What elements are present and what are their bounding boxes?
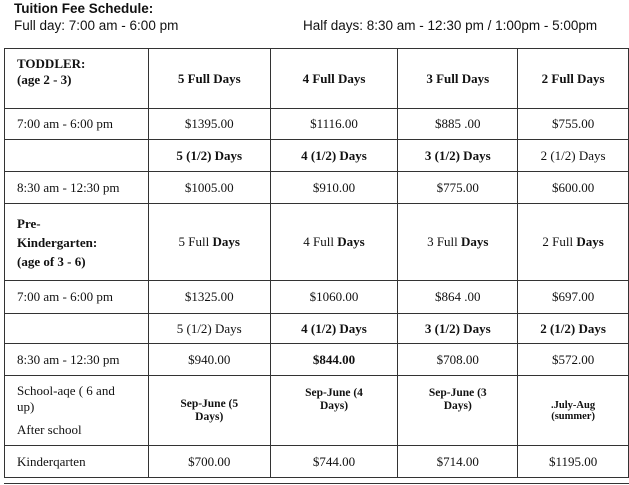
price-cell: $700.00 [148,446,270,478]
header-line1: .July-Aug [551,399,596,411]
row-time: 8:30 am - 12:30 pm [5,344,149,376]
price-cell: $755.00 [518,109,629,140]
price-cell: $1005.00 [148,172,270,204]
header-line1: Sep-June (4 [305,387,363,399]
prek-header-row [5,204,629,281]
toddler-half-header: 2 (1/2) Days [518,140,629,172]
header-line1: Sep-June (3 [428,387,487,399]
toddler-full-header: 2 Full Days [518,49,629,109]
prek-label-line3: (age of 3 - 6) [17,253,86,269]
toddler-label [5,49,149,109]
row-time: 8:30 am - 12:30 pm [5,172,149,204]
school-age-header-row [5,376,629,446]
row-label: Kinderqarten [5,446,149,478]
toddler-label-line2: (age 2 - 3) [17,72,72,87]
price-cell: $714.00 [398,446,518,478]
toddler-label-line1: TODDLER: [17,56,86,71]
header-unit: Days [576,234,604,249]
price-cell: $1060.00 [270,281,398,314]
table-bottom-rule [4,483,629,484]
price-cell: $744.00 [270,446,398,478]
toddler-half-header: 5 (1/2) Days [148,140,270,172]
header-line2: Days) [319,400,349,412]
school-age-header [148,376,270,446]
price-cell: $1195.00 [518,446,629,478]
price-cell: $940.00 [148,344,270,376]
prek-full-header [148,204,270,281]
header-unit: Days [212,234,240,249]
header-line1: Sep-June (5 [180,397,239,410]
prek-full-header [518,204,629,281]
school-age-label-line2: up) [17,399,35,414]
header-line2: Days) [443,400,472,412]
header-unit: Days [337,234,365,249]
price-cell: $697.00 [518,281,629,314]
price-cell: $910.00 [270,172,398,204]
toddler-full-header: 4 Full Days [270,49,398,109]
tuition-table [4,48,629,478]
toddler-half-header: 3 (1/2) Days [398,140,518,172]
price-cell: $572.00 [518,344,629,376]
price-cell: $1395.00 [148,109,270,140]
kindergarten-row [5,446,629,478]
school-age-label [5,376,149,446]
school-age-label-line3: After school [17,422,82,437]
prek-label [5,204,149,281]
prek-half-header: 3 (1/2) Days [398,314,518,344]
row-time: 7:00 am - 6:00 pm [5,109,149,140]
price-cell: $708.00 [398,344,518,376]
price-cell: $775.00 [398,172,518,204]
header-line2: Days) [195,410,224,423]
prek-half-row [5,344,629,376]
prek-full-row [5,281,629,314]
prek-full-header [270,204,398,281]
price-cell: $1325.00 [148,281,270,314]
school-age-header [270,376,398,446]
toddler-half-row [5,172,629,204]
school-age-header [518,376,629,446]
full-day-hours: Full day: 7:00 am - 6:00 pm [14,18,179,33]
prek-half-header-row [5,314,629,344]
header-count: 3 Full [427,234,458,249]
school-age-header [398,376,518,446]
schedule-title: Tuition Fee Schedule: [14,1,154,16]
header-count: 4 Full [303,234,335,249]
toddler-full-row [5,109,629,140]
prek-half-header: 4 (1/2) Days [270,314,398,344]
header-count: 5 Full [178,234,210,249]
price-cell: $885 .00 [398,109,518,140]
header-count: 2 Full [542,234,574,249]
header-unit: Days [461,234,489,249]
toddler-full-header: 5 Full Days [148,49,270,109]
prek-full-header [398,204,518,281]
toddler-header-row [5,49,629,109]
prek-half-header: 5 (1/2) Days [148,314,270,344]
price-cell: $1116.00 [270,109,398,140]
row-time: 7:00 am - 6:00 pm [5,281,149,314]
price-cell: $600.00 [518,172,629,204]
header-line2: (summer) [551,410,595,422]
price-cell: $844.00 [270,344,398,376]
half-day-hours: Half days: 8:30 am - 12:30 pm / 1:00pm - 5:00pm [303,18,598,33]
prek-label-line2: Kindergarten: [17,234,98,250]
school-age-label-line1: School-aqe ( 6 and [17,383,115,398]
empty-cell [5,140,149,172]
prek-half-header: 2 (1/2) Days [518,314,629,344]
toddler-half-header: 4 (1/2) Days [270,140,398,172]
toddler-full-header: 3 Full Days [398,49,518,109]
toddler-half-header-row [5,140,629,172]
empty-cell [5,314,149,344]
prek-label-line1: Pre- [17,215,41,231]
price-cell: $864 .00 [398,281,518,314]
